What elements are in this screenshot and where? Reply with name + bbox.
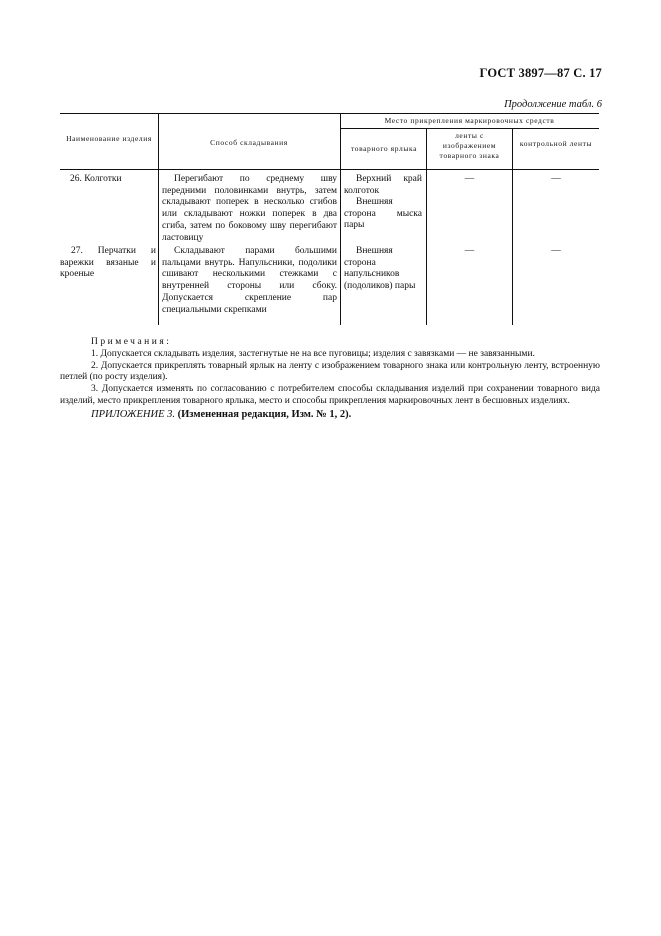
table-top-rule <box>60 113 599 114</box>
header-product-label: товарного ярлыка <box>350 144 418 153</box>
note-1: 1. Допускается складывать изделия, застегнутые не на все пуговицы; изделия с завязками — не завязанными. <box>91 348 535 359</box>
page-header: ГОСТ 3897—87 С. 17 <box>479 66 602 80</box>
appendix-label: ПРИЛОЖЕНИЕ 3. <box>91 408 175 420</box>
row-26-trademark-tape: — <box>464 174 475 184</box>
header-marking-place: Место прикрепления маркировочных средств <box>384 116 555 125</box>
column-divider-2 <box>340 113 341 325</box>
notes-title: Примечания: <box>91 337 172 347</box>
header-folding-method: Способ складывания <box>210 138 288 147</box>
row-26-control-tape: — <box>551 174 561 184</box>
notes-section <box>60 337 600 421</box>
appendix-edit-note: (Измененная редакция, Изм. № 1, 2). <box>177 408 352 420</box>
header-item-name: Наименование изделия <box>66 134 152 143</box>
column-divider-1 <box>158 113 159 325</box>
header-bottom-rule <box>60 169 599 170</box>
column-divider-4 <box>512 128 513 325</box>
row-27-folding-method: Складывают парами большими пальцами внутрь. Напульсники, подолики сшивают несколькими стежками с внутренней стороны или сбоку. Допускается скрепление пар специальными скрепками <box>162 246 337 315</box>
appendix-line <box>60 409 600 421</box>
row-26-label-place-1: Верхний край колготок <box>344 174 422 196</box>
header-trademark-tape: ленты с изображением товарного знака <box>439 131 500 160</box>
row-27-item-name: 27. Перчатки и варежки вязаные и кроеные <box>60 246 156 280</box>
column-divider-3 <box>426 128 427 325</box>
row-26-item-name: 26. Колготки <box>70 174 122 184</box>
row-26-label-place-2: Внешняя сторона мыска пары <box>344 197 422 231</box>
row-27-trademark-tape: — <box>464 246 475 256</box>
table-continuation-caption: Продолжение табл. 6 <box>504 99 602 110</box>
note-3: 3. Допускается изменять по согласованию с потребителем способы складывания изделий при сохранении товарного вида изделий, место прикрепления товарного ярлыка, место и способы прикрепления маркировочных лент в бесшовных изделиях. <box>60 384 600 406</box>
subheader-rule <box>341 128 599 129</box>
header-control-tape: контрольной ленты <box>519 139 593 148</box>
row-27-label-place: Внешняя сторона напульсников (подоликов) пары <box>344 246 416 292</box>
note-2: 2. Допускается прикреплять товарный ярлык на ленту с изображением товарного знака или контрольную ленту, встроенную петлей (по росту изделия). <box>60 360 600 383</box>
row-26-folding-method: Перегибают по среднему шву передними половинками внутрь, затем складывают поперек в несколько сгибов или складывают ножки поперек в два сгиба, затем по боковому шву перегибают ластовицу <box>162 174 337 243</box>
row-27-control-tape: — <box>551 246 561 256</box>
